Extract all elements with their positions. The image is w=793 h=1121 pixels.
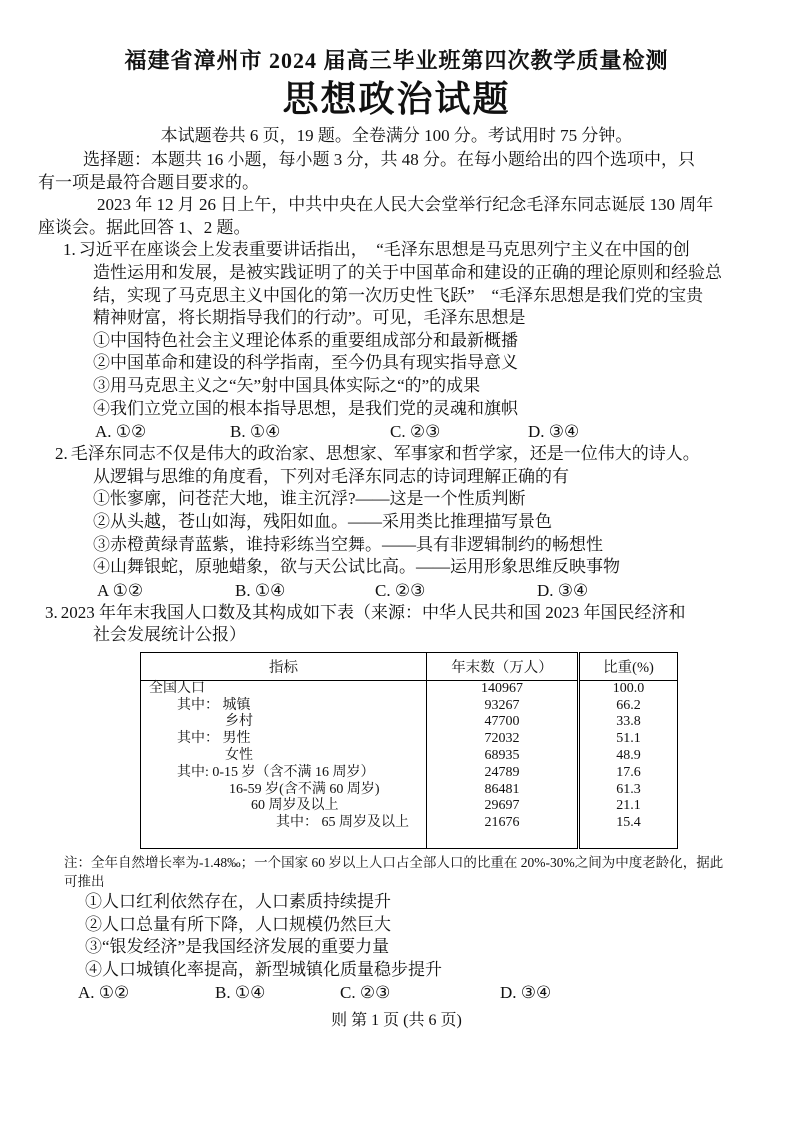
question-1-choices-row	[38, 420, 755, 443]
question-2-option-3: ③赤橙黄绿青蓝紫，谁持彩练当空舞。——具有非逻辑制约的畅想性	[93, 534, 603, 554]
row-share: 51.1	[579, 731, 678, 748]
question-3-choices-row	[38, 981, 755, 1004]
row-value: 29697	[427, 798, 579, 815]
row-value: 86481	[427, 782, 579, 799]
question-1-stem-line	[38, 239, 755, 262]
context-line-2: 座谈会。据此回答 1、2 题。	[38, 217, 251, 237]
question-1-stem-text: 习近平在座谈会上发表重要讲话指出， “毛泽东思想是马克思列宁主义在中国的创	[78, 240, 690, 260]
exam-header-title: 福建省漳州市 2024 届高三毕业班第四次教学质量检测	[124, 48, 669, 73]
instructions-line-1: 选择题：本题共 16 小题，每小题 3 分，共 48 分。在每小题给出的四个选项中，只	[83, 150, 695, 169]
question-3-choice-a: A. ①②	[78, 983, 130, 1003]
population-table-header-indicator: 指标	[141, 652, 427, 680]
row-share: 66.2	[579, 698, 678, 715]
exam-info-line: 本试题卷共 6 页，19 题。全卷满分 100 分。考试用时 75 分钟。	[160, 126, 633, 145]
table-note-line-1: 注：全年自然增长率为-1.48‰；一个国家 60 岁以上人口占全部人口的比重在 20%-30%之间为中度老龄化，据此	[64, 855, 724, 871]
spacer-cell	[427, 832, 579, 849]
page-title: 思想政治试题	[282, 79, 511, 119]
table-note-line-2: 可推出	[64, 874, 105, 890]
row-share: 61.3	[579, 782, 678, 799]
row-share: 17.6	[579, 765, 678, 782]
row-value: 21676	[427, 815, 579, 832]
row-value: 72032	[427, 731, 579, 748]
population-table-header-share: 比重(%)	[579, 652, 678, 680]
question-2-choice-d: D. ③④	[537, 580, 589, 600]
question-2-choice-c: C. ②③	[375, 580, 426, 600]
population-table	[140, 652, 678, 849]
question-1-choice-c: C. ②③	[390, 422, 441, 442]
question-1-option-4: ④我们立党立国的根本指导思想，是我们党的灵魂和旗帜	[93, 398, 518, 418]
row-indicator: 女性	[225, 748, 253, 764]
question-3-option-3: ③“银发经济”是我国经济发展的重要力量	[85, 937, 390, 957]
row-value: 47700	[427, 714, 579, 731]
row-indicator: 其中: 0-15 岁（含不满 16 周岁）	[177, 764, 375, 780]
page-footer: 则 第 1 页 (共 6 页)	[331, 1012, 462, 1030]
row-indicator: 其中： 65 周岁及以上	[276, 815, 409, 831]
question-2-option-1: ①怅寥廓，问苍茫大地，谁主沉浮?——这是一个性质判断	[93, 489, 526, 509]
question-2-choices-row	[38, 579, 755, 602]
table-row	[141, 731, 678, 748]
row-indicator: 16-59 岁(含不满 60 周岁)	[229, 781, 380, 797]
table-row	[141, 798, 678, 815]
question-1-stem-line: 造性运用和发展，是被实践证明了的关于中国革命和建设的正确的理论原则和经验总	[93, 262, 722, 282]
question-3-number: 3.	[45, 602, 58, 622]
row-indicator: 60 周岁及以上	[251, 798, 339, 814]
row-share: 15.4	[579, 815, 678, 832]
table-row	[141, 815, 678, 832]
question-2-option-4: ④山舞银蛇，原驰蜡象，欲与天公试比高。——运用形象思维反映事物	[93, 557, 620, 577]
row-indicator: 全国人口	[149, 680, 205, 696]
table-row	[141, 765, 678, 782]
population-table-header-row	[141, 652, 678, 680]
table-row	[141, 782, 678, 799]
question-3-option-4: ④人口城镇化率提高，新型城镇化质量稳步提升	[85, 959, 442, 979]
population-table-header-yearend: 年末数（万人）	[427, 652, 579, 680]
question-3-choice-c: C. ②③	[340, 983, 391, 1003]
row-indicator: 乡村	[225, 714, 253, 730]
row-share: 100.0	[579, 680, 678, 697]
question-1-stem-line: 结，实现了马克思主义中国化的第一次历史性飞跃” “毛泽东思想是我们党的宝贵	[93, 285, 704, 305]
instructions-line-2: 有一项是最符合题目要求的。	[38, 172, 259, 192]
question-3-stem-line: 社会发展统计公报）	[93, 625, 246, 645]
question-2-stem-text: 毛泽东同志不仅是伟大的政治家、思想家、军事家和哲学家，还是一位伟大的诗人。	[70, 444, 700, 464]
question-3-option-1: ①人口红利依然存在，人口素质持续提升	[85, 892, 391, 912]
row-value: 24789	[427, 765, 579, 782]
table-row	[141, 748, 678, 765]
question-1-option-3: ③用马克思主义之“矢”射中国具体实际之“的”的成果	[93, 375, 481, 395]
spacer-cell	[141, 832, 427, 849]
row-share: 48.9	[579, 748, 678, 765]
table-row	[141, 698, 678, 715]
context-line-1: 2023 年 12 月 26 日上午，中共中央在人民大会堂举行纪念毛泽东同志诞辰 130 周年	[97, 195, 714, 215]
row-value: 93267	[427, 698, 579, 715]
question-1-choice-b: B. ①④	[230, 422, 281, 442]
question-1	[38, 239, 755, 443]
question-1-number: 1.	[63, 240, 76, 260]
table-row	[141, 714, 678, 731]
question-2-choice-b: B. ①④	[235, 580, 286, 600]
question-2-choice-a: A ①②	[97, 580, 144, 600]
question-1-stem-line: 精神财富，将长期指导我们的行动”。可见，毛泽东思想是	[93, 308, 526, 328]
row-share: 33.8	[579, 714, 678, 731]
spacer-cell	[579, 832, 678, 849]
table-row	[141, 680, 678, 697]
question-3-choice-d: D. ③④	[500, 983, 552, 1003]
question-3-stem-line	[38, 602, 755, 625]
question-1-choice-a: A. ①②	[95, 422, 147, 442]
question-1-choice-d: D. ③④	[528, 422, 580, 442]
table-spacer-row	[141, 832, 678, 849]
row-indicator: 其中： 城镇	[177, 697, 251, 713]
row-value: 68935	[427, 748, 579, 765]
question-2-stem-line	[38, 443, 755, 466]
question-1-option-2: ②中国革命和建设的科学指南，至今仍具有现实指导意义	[93, 353, 518, 373]
question-3-stem-text: 2023 年年末我国人口数及其构成如下表（来源：中华人民共和国 2023 年国民经济和	[60, 602, 686, 622]
question-2	[38, 443, 755, 602]
question-2-number: 2.	[55, 444, 68, 464]
row-indicator: 其中： 男性	[177, 731, 251, 747]
row-value: 140967	[427, 680, 579, 697]
row-share: 21.1	[579, 798, 678, 815]
question-1-option-1: ①中国特色社会主义理论体系的重要组成部分和最新概播	[93, 330, 518, 350]
question-2-stem-line: 从逻辑与思维的角度看，下列对毛泽东同志的诗词理解正确的有	[93, 466, 569, 486]
question-3	[38, 602, 755, 1005]
question-3-option-2: ②人口总量有所下降，人口规模仍然巨大	[85, 914, 391, 934]
question-2-option-2: ②从头越，苍山如海，残阳如血。——采用类比推理描写景色	[93, 511, 552, 531]
question-3-choice-b: B. ①④	[215, 983, 266, 1003]
